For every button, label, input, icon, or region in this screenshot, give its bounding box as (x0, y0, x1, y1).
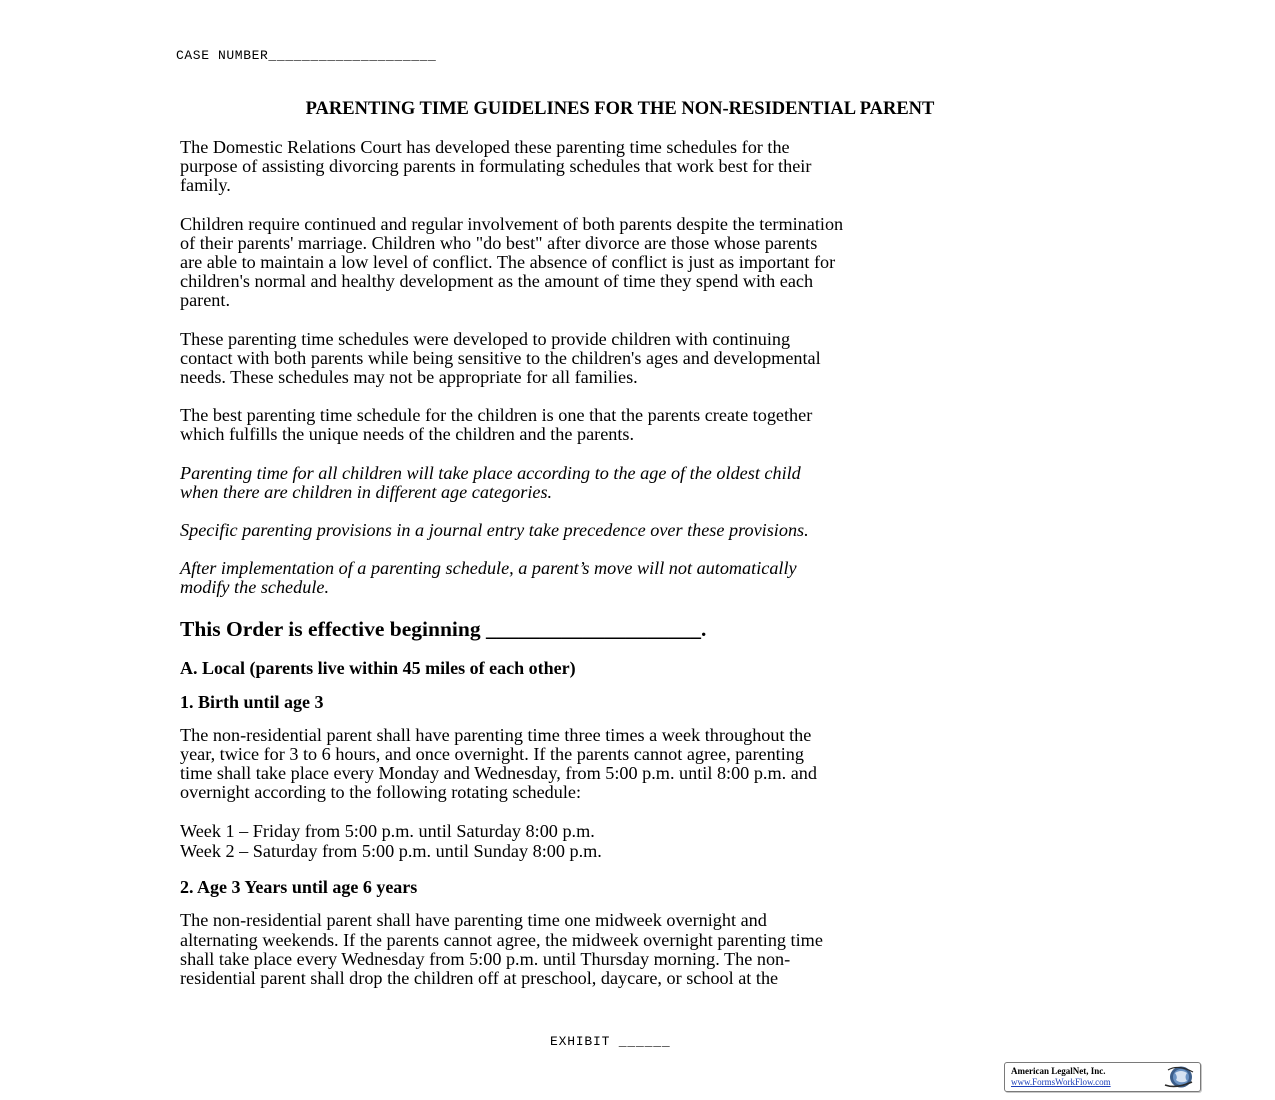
item-1-paragraph: The non-residential parent shall have parenting time three times a week throughout the year, twice for 3 to 6 hours, and once overnight. If the parents cannot agree, parenting time shall take place every Monday and Wednesday, from 5:00 p.m. until 8:00 p.m. and overnight according to the following rotating schedule: (180, 724, 817, 803)
document-title: PARENTING TIME GUIDELINES FOR THE NON-RESIDENTIAL PARENT (305, 99, 935, 119)
italic-note: Specific parenting provisions in a journal entry take precedence over these provisions. (180, 520, 809, 541)
italic-note: Parenting time for all children will take place according to the age of the oldest child when there are children in different age categories. (180, 462, 801, 502)
item-1-heading: 1. Birth until age 3 (180, 691, 324, 712)
section-a-heading: A. Local (parents live within 45 miles of each other) (180, 657, 576, 678)
formsworkflow-badge[interactable] (1004, 1062, 1201, 1092)
intro-paragraph: The best parenting time schedule for the children is one that the parents create together which fulfills the unique needs of the children and the parents. (180, 405, 813, 445)
item-2-paragraph: The non-residential parent shall have parenting time one midweek overnight and alternating weekends. If the parents cannot agree, the midweek overnight parenting time shall take place every Wednesday from 5:00 p.m. until Thursday morning. The non- residential parent shall drop the children off at preschool, daycare, or school at the (180, 910, 823, 989)
badge-url-link[interactable]: www.FormsWorkFlow.com (1011, 1077, 1111, 1087)
schedule-week-line: Week 2 – Saturday from 5:00 p.m. until Sunday 8:00 p.m. (180, 841, 602, 862)
intro-paragraph: Children require continued and regular involvement of both parents despite the termination of their parents' marriage. Children who "do best" after divorce are those whose parents are able to maintain a low level of conflict. The absence of conflict is just as important for children's normal and healthy development as the amount of time they spend with each parent. (180, 213, 844, 311)
item-2-heading: 2. Age 3 Years until age 6 years (180, 877, 418, 898)
badge-company-name: American LegalNet, Inc. (1011, 1066, 1106, 1076)
schedule-week-line: Week 1 – Friday from 5:00 p.m. until Saturday 8:00 p.m. (180, 821, 595, 842)
intro-paragraph: The Domestic Relations Court has developed these parenting time schedules for the purpose of assisting divorcing parents in formulating schedules that work best for their family. (180, 137, 812, 196)
document-body (180, 138, 1100, 1007)
italic-note: After implementation of a parenting schedule, a parent’s move will not automatically modify the schedule. (180, 558, 797, 598)
rotating-schedule (180, 821, 1100, 861)
globe-logo-icon (1162, 1065, 1196, 1089)
case-number-field: CASE NUMBER____________________ (176, 48, 437, 63)
exhibit-label: EXHIBIT ______ (550, 1034, 671, 1049)
intro-paragraph: These parenting time schedules were developed to provide children with continuing contact with both parents while being sensitive to the children's ages and developmental needs. These schedules may not be appropriate for all families. (180, 328, 821, 388)
effective-date-line: This Order is effective beginning ____________________. (180, 616, 707, 641)
